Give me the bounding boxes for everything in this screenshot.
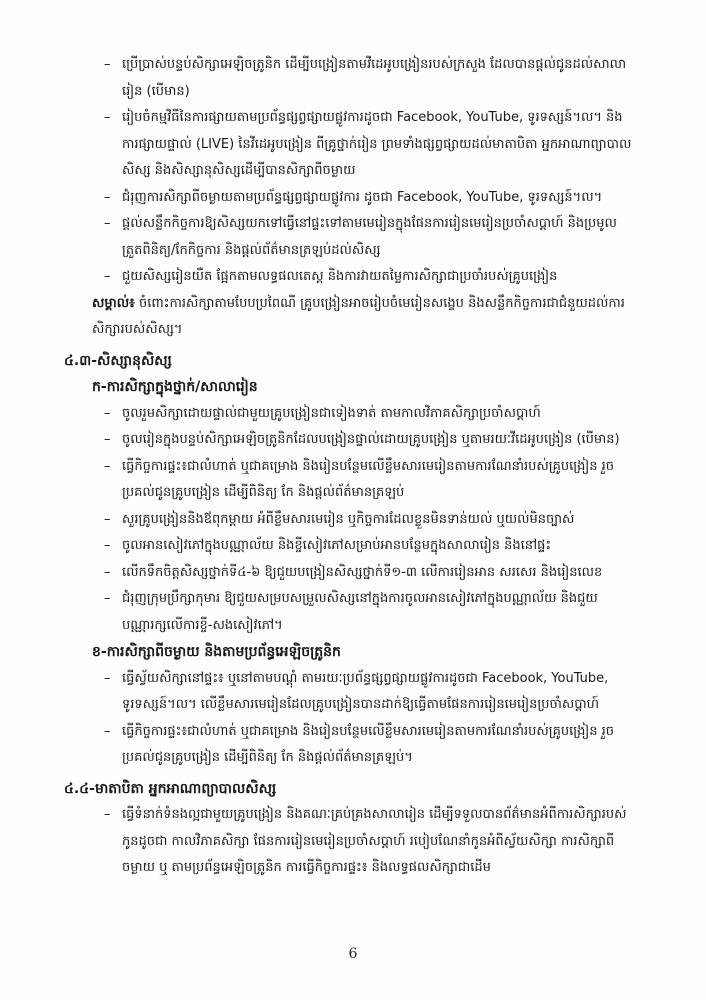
bullet-dash: – [104,269,111,284]
list-item [92,802,632,882]
note-text: ចំពោះការសិក្សាតាមបែបប្រពៃណី គ្រូបង្រៀនអាចរៀបចំមេរៀនសង្ខេប និងសន្លឹកកិច្ចការជាជំនួយដល់ការសិក្សារបស់សិស្ស។ [92,295,625,337]
subsection-heading-in-class: ក-ការសិក្សាក្នុងថ្នាក់/សាលារៀន [92,379,258,395]
bullet-dash: – [104,723,111,739]
note-paragraph [92,291,632,344]
list-item [92,401,632,428]
bullet-dash: – [104,189,111,205]
list-item-text: ផ្ដល់សន្លឹកកិច្ចការឱ្យសិស្សយកទៅធ្វើនៅផ្ទះទៅតាមមេរៀនក្នុងផែនការរៀនមេរៀនប្រចាំសប្ដាហ៍ និងប្រមូល ត្រួតពិនិត្យ/កែកិច្ចការ និងផ្ដល់ព័ត៌មានត្រឡប់ដល់សិស្ស [122,216,617,258]
subsection-heading-remote: ខ-ការសិក្សាពីចម្ងាយ និងតាមប្រព័ន្ធអេឡិចត្រូនិក [92,644,341,660]
list-item-text: ចូលអានសៀវភៅក្នុងបណ្ណាល័យ និងខ្ចីសៀវភៅសម្រាប់អានបន្ថែមក្នុងសាលារៀន និងនៅផ្ទះ [122,538,552,553]
section-heading-4-4: ៤.៤-មាតាបិតា អ្នកអាណាព្យាបាលសិស្ស [64,780,277,797]
bullet-dash: – [104,511,111,527]
list-item-text: ជួយសិស្សរៀនយឺត ផ្អែកតាមលទ្ធផលតេស្ដ និងការវាយតម្លៃការសិក្សាជាប្រចាំរបស់គ្រូបង្រៀន [122,269,558,284]
bullet-dash: – [104,110,111,125]
page-number: 6 [348,946,358,962]
list-item [92,666,632,719]
list-item [92,264,632,291]
list-item [92,719,632,772]
list-item-text: ជំរុញការសិក្សាពីចម្ងាយតាមប្រព័ន្ធផ្សព្វផ្សាយផ្លូវការ ដូចជា Facebook, YouTube, ទូរទស្សន៍។ល។ [122,189,603,205]
list-item-text: សួរគ្រូបង្រៀននិងឪពុកម្ដាយ អំពីខ្លឹមសារមេរៀន ឬកិច្ចការដែលខ្លួនមិនទាន់យល់ ឬយល់មិនច្បាស់ [122,511,575,527]
list-item-text: លើកទឹកចិត្តសិស្សថ្នាក់ទី៤-៦ ឱ្យជួយបង្រៀនសិស្សថ្នាក់ទី១-៣ លើការរៀនអាន សរសេរ និងរៀនលេខ [122,564,603,580]
list-item [92,185,632,212]
list-item-text: ធ្វើកិច្ចការផ្ទះ៖ជាលំហាត់ ឬជាគម្រោង និងរៀនបន្ថែមលើខ្លឹមសារមេរៀនតាមការណែនាំរបស់គ្រូបង្រៀន រួចប្រគល់ជូនគ្រូបង្រៀន ដើម្បីពិនិត្យ កែ និងផ្ដល់ព័ត៌មានត្រឡប់ [122,458,615,500]
bullet-dash: – [104,670,111,686]
list-item [92,507,632,534]
bullet-dash: – [104,432,111,447]
bullet-dash: – [104,564,111,580]
bullet-dash: – [104,458,111,474]
bullet-dash: – [104,405,111,421]
list-item [92,533,632,560]
list-item-text: ប្រើប្រាស់បន្ទប់សិក្សាអេឡិចត្រូនិក ដើម្បីបង្រៀនតាមវីដេអូបង្រៀនរបស់ក្រសួង ដែលបានផ្ដល់ជូនដល់សាលារៀន (បើមាន) [122,57,627,99]
list-item-text: រៀបចំកម្មវិធីនៃការផ្សាយតាមប្រព័ន្ធផ្សព្វផ្សាយផ្លូវការដូចជា Facebook, YouTube, ទូរទស្សន៍។ល។ និងការផ្សាយផ្ទាល់ (LIVE) នៃវីដេអូបង្រៀន ពីគ្រូថ្នាក់រៀន ព្រមទាំងផ្សព្វផ្សាយដល់មាតាបិតា អ្នកអាណាព្យាបាលសិស្ស និងសិស្សានុសិស្សដើម្បីបានសិក្សាពីចម្ងាយ [122,110,632,178]
bullet-dash: – [104,538,111,553]
list-item-text: ធ្វើស្វ័យសិក្សានៅផ្ទះ៖ ឬនៅតាមបណ្ដុំ តាមរយៈប្រព័ន្ធផ្សព្វផ្សាយផ្លូវការដូចជា Facebook, YouTube, ទូរទស្សន៍។ល។ លើខ្លឹមសារមេរៀនដែលគ្រូបង្រៀនបានដាក់ឱ្យធ្វើតាមផែនការរៀនមេរៀនប្រចាំសប្ដាហ៍ [122,670,609,712]
bullet-dash: – [104,591,111,606]
bullet-dash: – [104,216,111,231]
list-item-text: ធ្វើទំនាក់ទំនងល្អជាមួយគ្រូបង្រៀន និងគណៈគ្រប់គ្រងសាលារៀន ដើម្បីទទួលបានព័ត៌មានអំពីការសិក្សារបស់កូនដូចជា កាលវិភាគសិក្សា ផែនការរៀនមេរៀនប្រចាំសប្ដាហ៍ របៀបណែនាំកូនអំពីស្វ័យសិក្សា ការសិក្សាពីចម្ងាយ ឬ តាមប្រព័ន្ធអេឡិចត្រូនិក ការធ្វើកិច្ចការផ្ទះ៖ និងលទ្ធផលសិក្សាជាដើម [122,807,627,875]
list-item-text: ចូលរៀនក្នុងបន្ទប់សិក្សាអេឡិចត្រូនិកដែលបង្រៀនផ្ទាល់ដោយគ្រូបង្រៀន ឬតាមរយៈវីដេអូបង្រៀន (បើមាន) [122,432,620,447]
page-content [64,52,632,882]
bullet-dash: – [104,57,111,72]
list-item [92,454,632,507]
list-item [92,52,632,105]
list-item [92,560,632,587]
list-item [92,211,632,264]
list-item [92,586,632,639]
list-item-text: ជំរុញក្រុមប្រឹក្សាកុមារ ឱ្យជួយសម្របសម្រួលសិស្សនៅក្នុងការចូលអានសៀវភៅក្នុងបណ្ណាល័យ និងជួយបណ្ណារក្សលើការខ្ចី-សងសៀវភៅ។ [122,591,598,633]
section-heading-4-3: ៤.៣-សិស្សានុសិស្ស [64,352,172,369]
list-item-text: ធ្វើកិច្ចការផ្ទះ៖ជាលំហាត់ ឬជាគម្រោង និងរៀនបន្ថែមលើខ្លឹមសារមេរៀនតាមការណែនាំរបស់គ្រូបង្រៀន រួចប្រគល់ជូនគ្រូបង្រៀន ដើម្បីពិនិត្យ កែ និងផ្ដល់ព័ត៌មានត្រឡប់។ [122,723,615,765]
bullet-dash: – [104,807,111,822]
list-item-text: ចូលរួមសិក្សាដោយផ្ទាល់ជាមួយគ្រូបង្រៀនជាទៀងទាត់ តាមកាលវិភាគសិក្សាប្រចាំសប្ដាហ៍ [122,405,541,421]
note-label: សម្គាល់៖ [92,295,135,311]
list-item [92,105,632,185]
list-item [92,427,632,454]
